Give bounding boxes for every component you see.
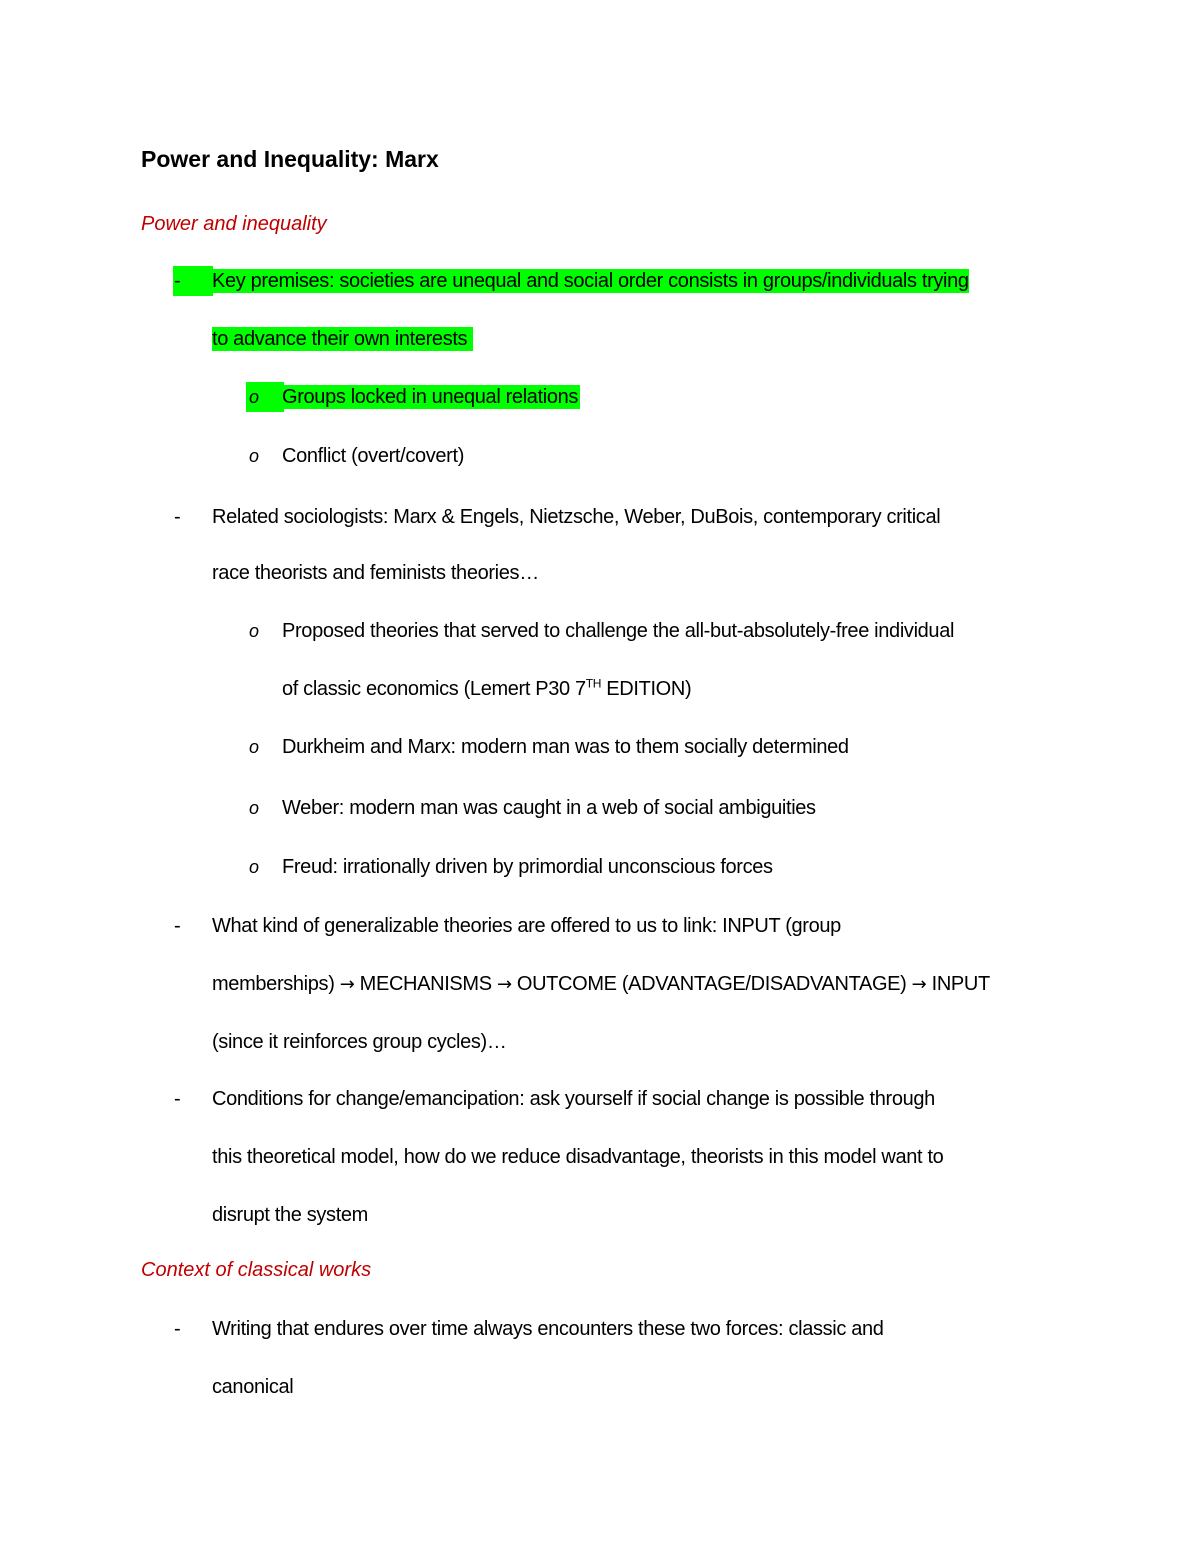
arrow-icon: → (911, 974, 927, 995)
sub-bullet-freud: Freud: irrationally driven by primordial unconscious forces (282, 856, 773, 878)
sub-bullet-proposed-theories-line-1: Proposed theories that served to challenge the all-but-absolutely-free individual (282, 620, 955, 642)
sub-bullet-durkheim-marx: Durkheim and Marx: modern man was to them socially determined (282, 736, 849, 758)
dash-bullet: - (174, 915, 181, 937)
section-heading-context-of-classical-works: Context of classical works (141, 1259, 372, 1281)
bullet-writing-endures-line-2: canonical (212, 1376, 294, 1398)
sub-bullet-proposed-theories-line-2: of classic economics (Lemert P30 7TH EDITION) (282, 676, 692, 700)
dash-bullet: - (174, 506, 181, 528)
sub-bullet-weber: Weber: modern man was caught in a web of social ambiguities (282, 797, 816, 819)
page-title: Power and Inequality: Marx (141, 146, 439, 172)
arrow-icon: → (339, 974, 355, 995)
bullet-key-premises-line-2: to advance their own interests (212, 325, 473, 353)
bullet-conditions-for-change-line-1: Conditions for change/emancipation: ask yourself if social change is possible through (212, 1088, 935, 1110)
circle-bullet: o (249, 446, 260, 466)
dash-bullet: - (174, 270, 181, 292)
bullet-related-sociologists-line-1: Related sociologists: Marx & Engels, Nietzsche, Weber, DuBois, contemporary critical (212, 506, 941, 528)
bullet-conditions-for-change-line-3: disrupt the system (212, 1204, 368, 1226)
bullet-related-sociologists-line-2: race theorists and feminists theories… (212, 562, 539, 584)
sub-bullet-groups-locked: Groups locked in unequal relations (282, 386, 579, 408)
circle-bullet: o (249, 387, 260, 407)
bullet-generalizable-theories-line-3: (since it reinforces group cycles)… (212, 1031, 507, 1053)
dash-bullet: - (174, 1088, 181, 1110)
circle-bullet: o (249, 621, 260, 641)
sub-bullet-conflict: Conflict (overt/covert) (282, 445, 464, 467)
bullet-generalizable-theories-line-2: memberships) → MECHANISMS → OUTCOME (ADVANTAGE/DISADVANTAGE) → INPUT (212, 973, 990, 995)
circle-bullet: o (249, 798, 260, 818)
arrow-icon: → (496, 974, 512, 995)
section-heading-power-and-inequality: Power and inequality (141, 213, 327, 235)
bullet-key-premises-line-1: Key premises: societies are unequal and social order consists in groups/individuals trying (212, 270, 969, 292)
bullet-conditions-for-change-line-2: this theoretical model, how do we reduce disadvantage, theorists in this model want to (212, 1146, 944, 1168)
bullet-generalizable-theories-line-1: What kind of generalizable theories are offered to us to link: INPUT (group (212, 915, 841, 937)
circle-bullet: o (249, 737, 260, 757)
circle-bullet: o (249, 857, 260, 877)
bullet-writing-endures-line-1: Writing that endures over time always encounters these two forces: classic and (212, 1318, 884, 1340)
dash-bullet: - (174, 1318, 181, 1340)
